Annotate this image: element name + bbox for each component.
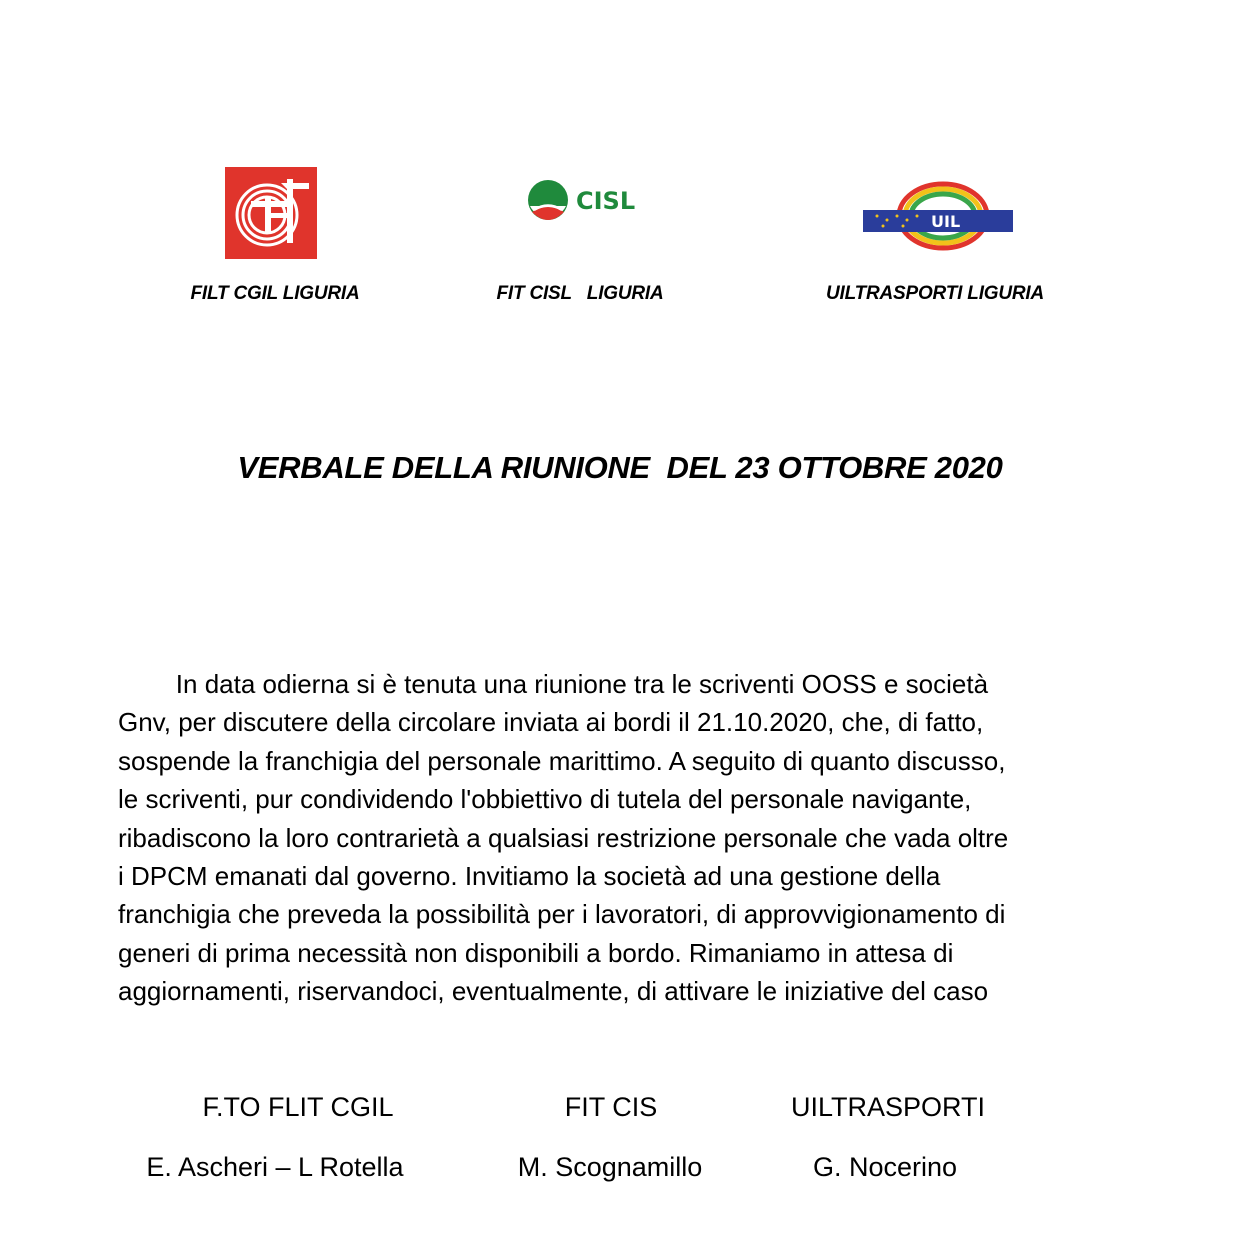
signature-org-uiltrasporti: UILTRASPORTI <box>790 1092 986 1122</box>
body-line: sospende la franchigia del personale marittimo. A seguito di quanto discusso, <box>118 745 1006 776</box>
body-line: Gnv, per discutere della circolare inviata ai bordi il 21.10.2020, che, di fatto, <box>118 707 984 738</box>
signature-name-uiltrasporti: G. Nocerino <box>812 1152 958 1182</box>
body-line: i DPCM emanati dal governo. Invitiamo la società ad una gestione della <box>118 861 941 892</box>
org-label-filt-cgil: FILT CGIL LIGURIA <box>190 283 360 304</box>
org-label-uiltrasporti: UILTRASPORTI LIGURIA <box>825 283 1045 304</box>
body-line: ribadiscono la loro contrarietà a qualsiasi restrizione personale che vada oltre <box>118 822 1009 853</box>
org-label-fit-cisl: FIT CISL LIGURIA <box>496 283 664 304</box>
signature-org-filt-cgil: F.TO FLIT CGIL <box>202 1092 394 1122</box>
cisl-logo-icon <box>526 178 650 226</box>
document-title: VERBALE DELLA RIUNIONE DEL 23 OTTOBRE 2020 <box>237 450 1003 485</box>
uil-logo-icon <box>863 176 1015 256</box>
body-line: le scriventi, pur condividendo l'obbiettivo di tutela del personale navigante, <box>118 784 972 815</box>
uil-logo-text: UIL <box>931 212 961 231</box>
body-line: aggiornamenti, riservandoci, eventualmente, di attivare le iniziative del caso <box>118 976 989 1007</box>
body-line: generi di prima necessità non disponibili a bordo. Rimaniamo in attesa di <box>118 937 954 968</box>
cisl-logo-text: CISL <box>576 187 636 215</box>
body-line: In data odierna si è tenuta una riunione tra le scriventi OOSS e società <box>118 669 989 699</box>
signature-org-fit-cisl: FIT CIS <box>564 1092 658 1122</box>
signature-name-fit-cisl: M. Scognamillo <box>517 1152 703 1182</box>
body-line: franchigia che preveda la possibilità per i lavoratori, di approvvigionamento di <box>118 899 1006 930</box>
filt-cgil-logo-icon <box>225 167 317 259</box>
body-paragraph <box>118 665 1128 1011</box>
signature-name-filt-cgil: E. Ascheri – L Rotella <box>146 1152 404 1182</box>
